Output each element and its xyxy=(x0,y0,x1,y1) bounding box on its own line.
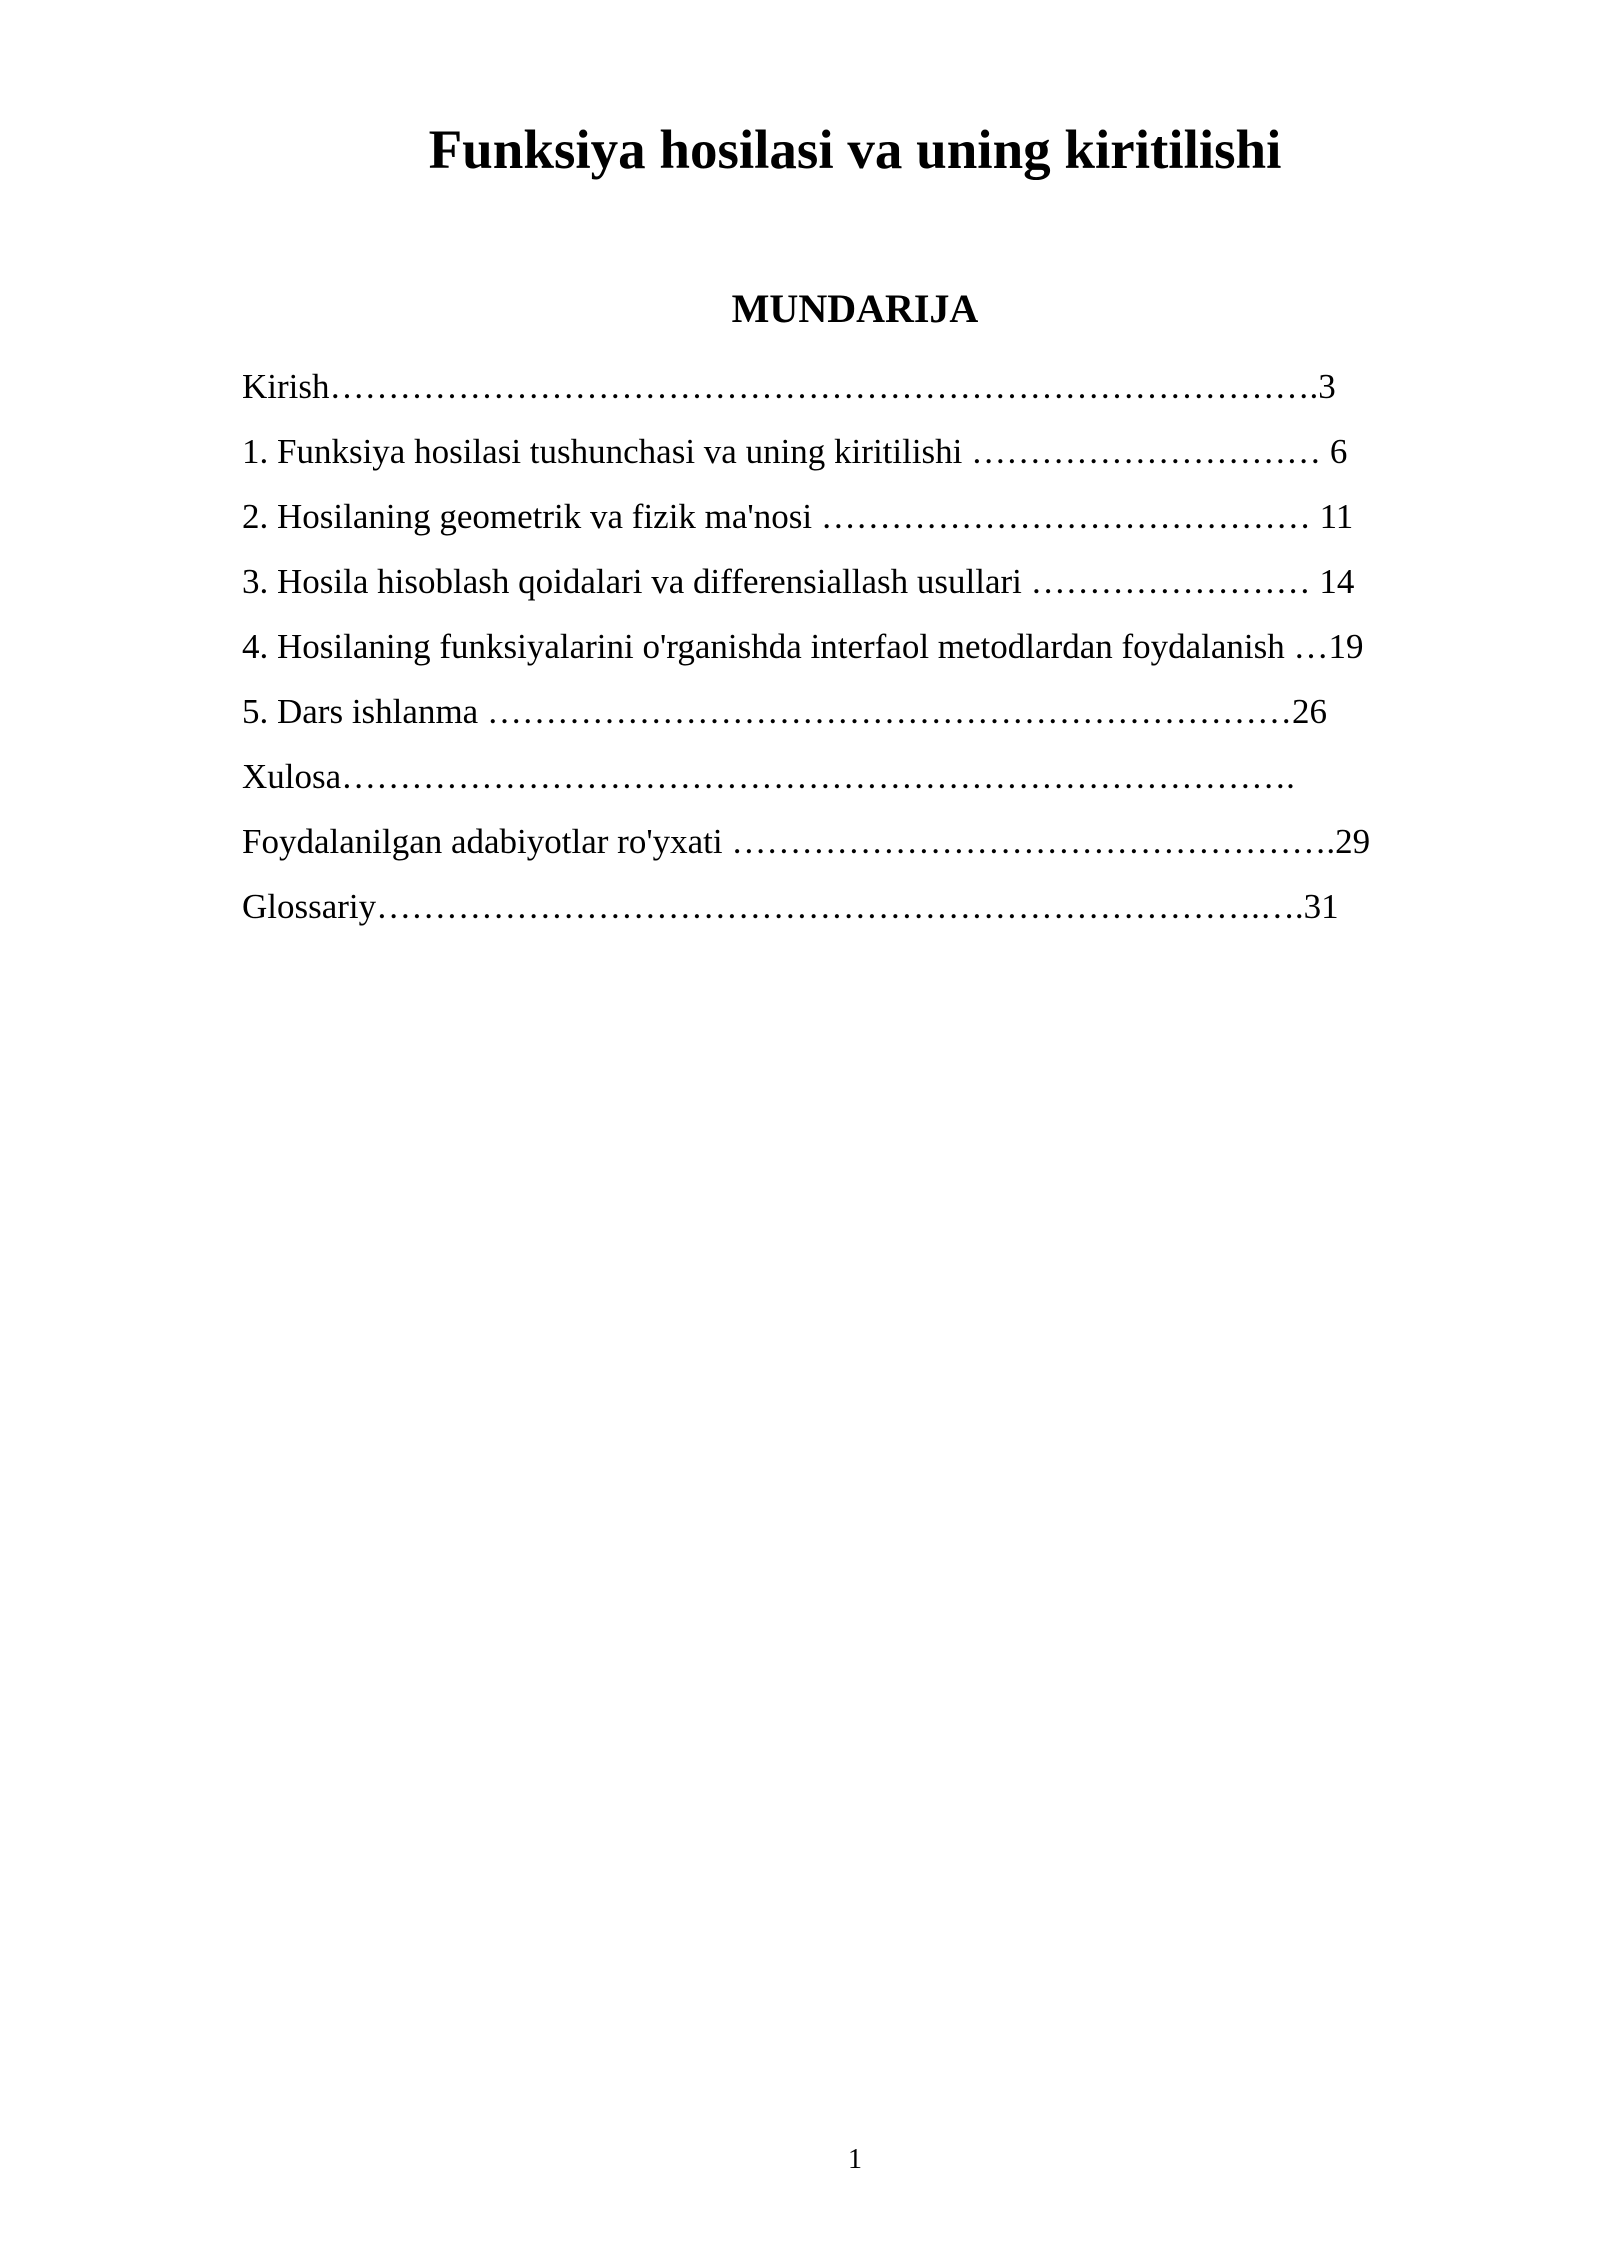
toc-entry-conclusion: Xulosa………………………………………………………………………. xyxy=(242,757,1295,796)
toc-entry-references: Foydalanilgan adabiyotlar ro'yxati …………………………………………….29 xyxy=(242,822,1371,861)
toc-entry-chapter-4: 4. Hosilaning funksiyalarini o'rganishda interfaol metodlardan foydalanish …19 xyxy=(242,627,1364,666)
toc-entry-glossary: Glossariy………………………………………………………………….….31 xyxy=(242,887,1339,926)
toc-entry-chapter-2: 2. Hosilaning geometrik va fizik ma'nosi …………………………………… 11 xyxy=(242,497,1354,536)
document-title: Funksiya hosilasi va uning kiritilishi xyxy=(428,119,1282,180)
toc-entry-chapter-3: 3. Hosila hisoblash qoidalari va differensiallash usullari …………………… 14 xyxy=(242,562,1355,601)
toc-entry-introduction: Kirish………………………………………………………………………….3 xyxy=(242,367,1336,406)
page-number: 1 xyxy=(848,2144,862,2175)
toc-entry-chapter-5: 5. Dars ishlanma ……………………………………………………………26 xyxy=(242,692,1327,731)
table-of-contents xyxy=(242,354,1370,939)
toc-heading: MUNDARIJA xyxy=(731,286,979,331)
toc-entry-chapter-1: 1. Funksiya hosilasi tushunchasi va uning kiritilishi ………………………… 6 xyxy=(242,432,1348,471)
